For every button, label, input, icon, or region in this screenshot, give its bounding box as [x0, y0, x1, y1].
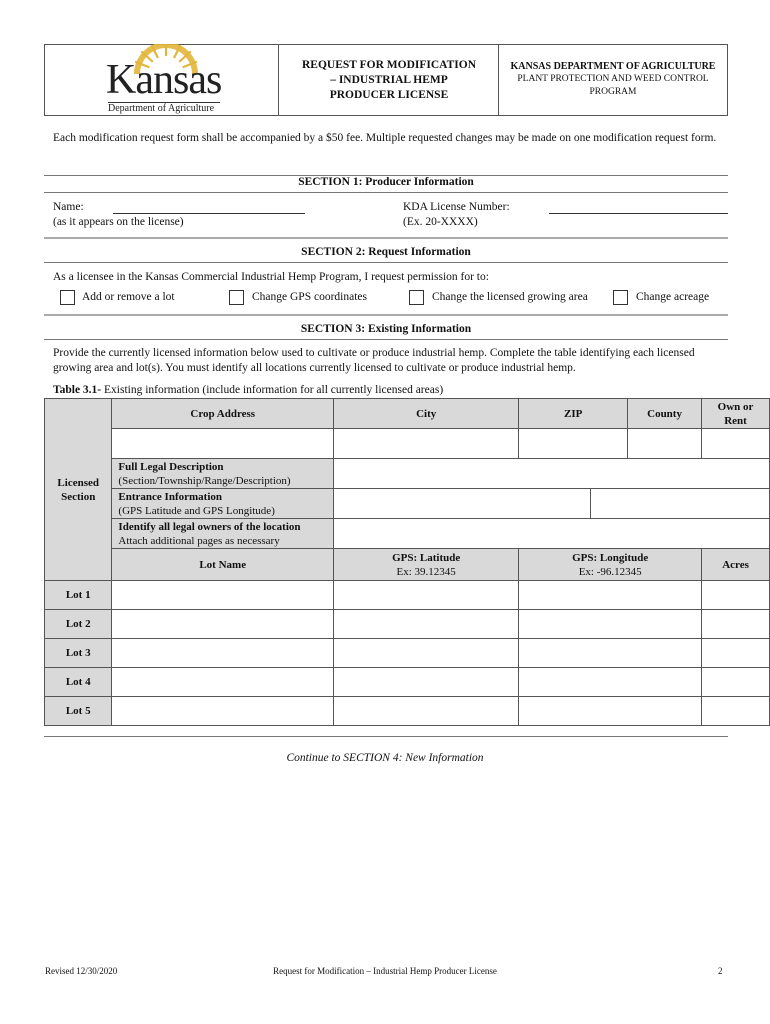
continue-note: Continue to SECTION 4: New Information [286, 752, 484, 764]
agency-program-line-1: PLANT PROTECTION AND WEED CONTROL [517, 74, 709, 84]
entrance-longitude-cell[interactable] [591, 489, 770, 519]
agency-block [500, 60, 726, 99]
col-acres: Acres [702, 549, 770, 581]
checkbox-add-remove-lot[interactable] [60, 290, 75, 305]
lot-3-longitude-cell[interactable] [519, 639, 702, 668]
entrance-latitude-cell[interactable] [334, 489, 591, 519]
lot-3-latitude-cell[interactable] [334, 639, 519, 668]
section1-heading: SECTION 1: Producer Information [298, 176, 474, 188]
table-row [45, 610, 770, 639]
section1-bottom-rule [44, 192, 728, 193]
agency-name: KANSAS DEPARTMENT OF AGRICULTURE [510, 61, 716, 72]
lot-5-acres-cell[interactable] [702, 697, 770, 726]
lot-1-latitude-cell[interactable] [334, 581, 519, 610]
option-add-remove-lot: Add or remove a lot [82, 291, 175, 303]
section2-heading: SECTION 2: Request Information [301, 246, 471, 258]
name-input-line[interactable] [113, 213, 305, 214]
form-title-line-1: REQUEST FOR MODIFICATION [301, 59, 476, 71]
checkbox-change-acreage[interactable] [613, 290, 628, 305]
county-cell[interactable] [628, 429, 702, 459]
lot-2-label: Lot 2 [45, 610, 112, 639]
lot-3-acres-cell[interactable] [702, 639, 770, 668]
lot-2-acres-cell[interactable] [702, 610, 770, 639]
table-row [45, 668, 770, 697]
option-change-growing-area: Change the licensed growing area [432, 291, 588, 303]
lot-1-label: Lot 1 [45, 581, 112, 610]
col-gps-latitude: GPS: Latitude Ex: 39.12345 [334, 549, 519, 581]
table-bottom-rule [44, 736, 728, 737]
col-own-rent: Own or Rent [702, 399, 770, 429]
section3-bottom-rule [44, 339, 728, 340]
lot-3-name-cell[interactable] [112, 639, 334, 668]
legal-description-cell[interactable] [334, 459, 770, 489]
legal-description-label: Full Legal Description (Section/Township/Range/Description) [112, 459, 334, 489]
section2-bottom-rule [44, 262, 728, 263]
lot-4-label: Lot 4 [45, 668, 112, 697]
col-gps-longitude: GPS: Longitude Ex: -96.12345 [519, 549, 702, 581]
lot-3-label: Lot 3 [45, 639, 112, 668]
lot-1-acres-cell[interactable] [702, 581, 770, 610]
kansas-logo [104, 44, 224, 114]
city-cell[interactable] [334, 429, 519, 459]
licensed-section-label: Licensed Section [45, 399, 112, 581]
col-crop-address: Crop Address [112, 399, 334, 429]
lot-4-longitude-cell[interactable] [519, 668, 702, 697]
lot-1-name-cell[interactable] [112, 581, 334, 610]
lot-2-longitude-cell[interactable] [519, 610, 702, 639]
agency-program-line-2: PROGRAM [589, 87, 637, 97]
table-caption-text: Existing information (include information for all currently licensed areas) [101, 384, 444, 396]
form-title-line-3: PRODUCER LICENSE [329, 89, 449, 101]
zip-cell[interactable] [519, 429, 628, 459]
section2-top-rule [44, 237, 728, 239]
crop-address-cell[interactable] [112, 429, 334, 459]
lot-5-longitude-cell[interactable] [519, 697, 702, 726]
entrance-info-label: Entrance Information (GPS Latitude and GPS Longitude) [112, 489, 334, 519]
table-row [45, 639, 770, 668]
lot-2-latitude-cell[interactable] [334, 610, 519, 639]
checkbox-change-gps[interactable] [229, 290, 244, 305]
lot-4-acres-cell[interactable] [702, 668, 770, 697]
lot-5-latitude-cell[interactable] [334, 697, 519, 726]
intro-text: Each modification request form shall be accompanied by a $50 fee. Multiple requested changes may be made on one modification request form. [53, 132, 717, 144]
lot-4-name-cell[interactable] [112, 668, 334, 697]
table-caption-label: Table 3.1- [53, 384, 102, 396]
form-title [283, 58, 495, 103]
lot-5-label: Lot 5 [45, 697, 112, 726]
logo-wordmark: Kansas [106, 57, 222, 103]
form-title-line-2: – INDUSTRIAL HEMP [330, 74, 448, 86]
footer-revised: Revised 12/30/2020 [45, 966, 118, 976]
section3-heading: SECTION 3: Existing Information [300, 323, 472, 335]
col-zip: ZIP [519, 399, 628, 429]
lot-5-name-cell[interactable] [112, 697, 334, 726]
legal-owners-label: Identify all legal owners of the location Attach additional pages as necessary [112, 519, 334, 549]
license-label: KDA License Number: [403, 201, 510, 213]
name-label: Name: [53, 201, 84, 213]
col-city: City [334, 399, 519, 429]
footer-page-number: 2 [718, 966, 723, 976]
own-rent-cell[interactable] [702, 429, 770, 459]
table-row [45, 697, 770, 726]
lot-2-name-cell[interactable] [112, 610, 334, 639]
table-row [45, 581, 770, 610]
section3-top-rule [44, 314, 728, 316]
option-change-acreage: Change acreage [636, 291, 710, 303]
existing-info-table [44, 398, 770, 726]
license-input-line[interactable] [549, 213, 728, 214]
section3-text: Provide the currently licensed information below used to cultivate or produce industrial hemp. Complete the table identifying each licensed growing area and lot(s). You must identify all locations currently licensed to cultivate or produce industrial hemp. [53, 347, 695, 374]
license-note: (Ex. 20-XXXX) [403, 216, 478, 228]
lot-4-latitude-cell[interactable] [334, 668, 519, 697]
header-divider-left [278, 45, 279, 115]
header-divider-right [498, 45, 499, 115]
table-caption [53, 383, 443, 398]
checkbox-change-growing-area[interactable] [409, 290, 424, 305]
section2-text: As a licensee in the Kansas Commercial Industrial Hemp Program, I request permission for to: [53, 271, 489, 283]
footer-title: Request for Modification – Industrial Hemp Producer License [273, 966, 497, 976]
legal-owners-cell[interactable] [334, 519, 770, 549]
col-lot-name: Lot Name [112, 549, 334, 581]
col-county: County [628, 399, 702, 429]
lot-1-longitude-cell[interactable] [519, 581, 702, 610]
logo-subtitle: Department of Agriculture [108, 103, 215, 114]
option-change-gps: Change GPS coordinates [252, 291, 367, 303]
name-note: (as it appears on the license) [53, 216, 184, 228]
